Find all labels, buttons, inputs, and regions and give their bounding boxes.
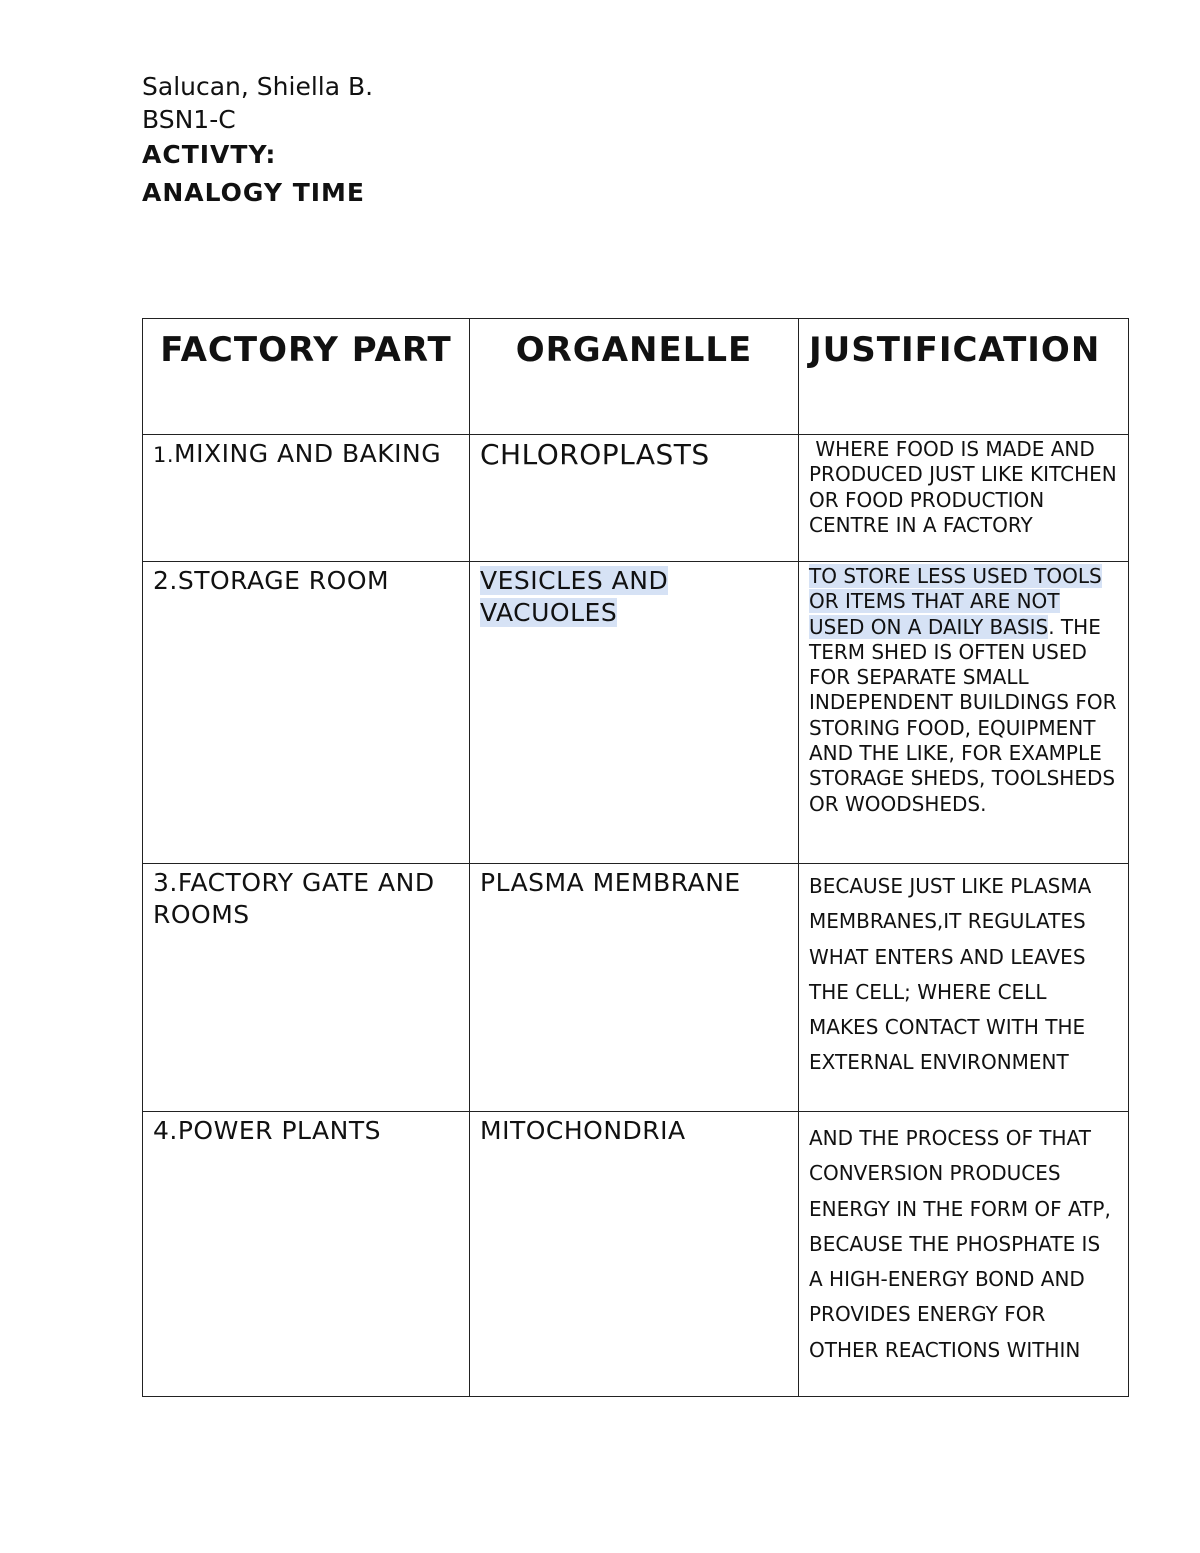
organelle-cell xyxy=(470,1112,799,1397)
activity-title: ANALOGY TIME xyxy=(142,178,365,207)
analogy-table xyxy=(142,318,1129,1397)
factory-part-text: 3.FACTORY GATE AND ROOMS xyxy=(153,868,435,929)
justification-cell xyxy=(799,1112,1129,1397)
factory-part-text: 4.POWER PLANTS xyxy=(153,1116,381,1145)
justification-text: WHERE FOOD IS MADE AND PRODUCED JUST LIKE KITCHEN OR FOOD PRODUCTION CENTRE IN A FACTORY xyxy=(809,437,1124,537)
justification-text: BECAUSE JUST LIKE PLASMA MEMBRANES,IT REGULATES WHAT ENTERS AND LEAVES THE CELL; WHERE CELL MAKES CONTACT WITH THE EXTERNAL ENVIRONMENT xyxy=(809,874,1092,1075)
organelle-cell xyxy=(470,435,799,562)
table-row xyxy=(143,864,1129,1112)
header-cell-justification xyxy=(799,319,1129,435)
factory-part-cell xyxy=(143,435,470,562)
column-header: JUSTIFICATION xyxy=(809,330,1101,370)
header-cell-organelle xyxy=(470,319,799,435)
organelle-text: PLASMA MEMBRANE xyxy=(480,868,741,897)
organelle-text: MITOCHONDRIA xyxy=(480,1116,686,1145)
table-row xyxy=(143,562,1129,864)
table-row xyxy=(143,1112,1129,1397)
student-name: Salucan, Shiella B. xyxy=(142,72,374,101)
row-number: 1. xyxy=(153,443,175,467)
organelle-cell xyxy=(470,562,799,864)
column-header: FACTORY PART xyxy=(160,330,452,370)
organelle-cell xyxy=(470,864,799,1112)
column-header: ORGANELLE xyxy=(515,330,753,370)
table-row xyxy=(143,435,1129,562)
student-section: BSN1-C xyxy=(142,105,236,134)
justification-cell xyxy=(799,562,1129,864)
organelle-text-highlighted: VESICLES AND VACUOLES xyxy=(480,566,669,627)
justification-cell xyxy=(799,864,1129,1112)
factory-part-cell xyxy=(143,562,470,864)
factory-part-cell xyxy=(143,864,470,1112)
justification-cell xyxy=(799,435,1129,562)
document-header xyxy=(142,70,742,212)
factory-part-cell xyxy=(143,1112,470,1397)
justification-text: AND THE PROCESS OF THAT CONVERSION PRODUCES ENERGY IN THE FORM OF ATP, BECAUSE THE PHOSPHATE IS A HIGH-ENERGY BOND AND PROVIDES ENERGY FOR OTHER REACTIONS WITHIN xyxy=(809,1126,1111,1362)
justification-text: . THE TERM SHED IS OFTEN USED FOR SEPARATE SMALL INDEPENDENT BUILDINGS FOR STORING FOOD, EQUIPMENT AND THE LIKE, FOR EXAMPLE STORAGE SHEDS, TOOLSHEDS OR WOODSHEDS. xyxy=(809,614,1117,816)
activity-label: ACTIVTY: xyxy=(142,140,277,169)
organelle-text: CHLOROPLASTS xyxy=(480,438,710,471)
table-header-row xyxy=(143,319,1129,435)
header-cell-factory-part xyxy=(143,319,470,435)
factory-part-text: MIXING AND BAKING xyxy=(174,439,442,468)
factory-part-text: 2.STORAGE ROOM xyxy=(153,566,390,595)
justification-text-highlighted: TO STORE LESS USED TOOLS OR ITEMS THAT ARE NOT USED ON A DAILY BASIS xyxy=(809,564,1102,639)
